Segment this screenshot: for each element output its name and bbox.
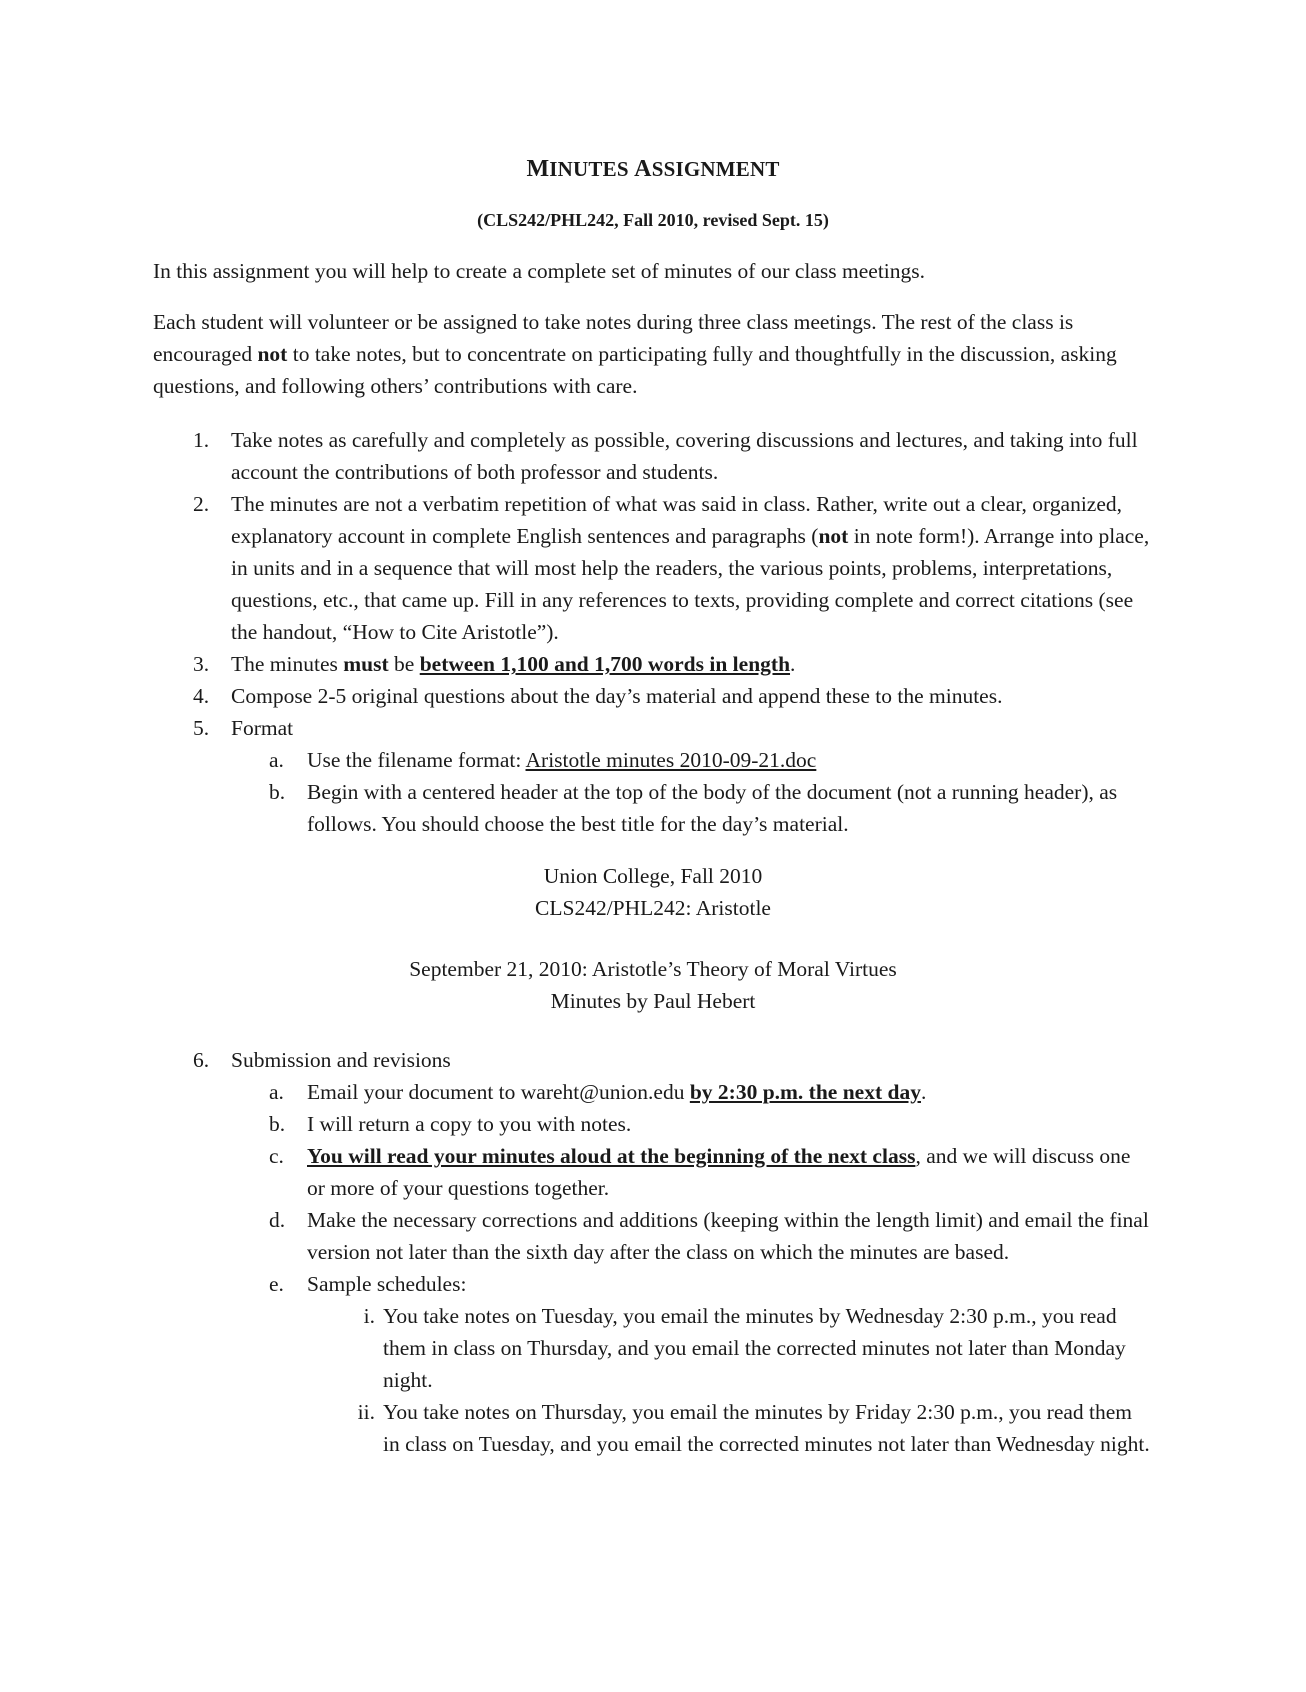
sub-item-letter: a. [269, 748, 284, 772]
item-number: 4. [193, 684, 210, 708]
item-text: . [790, 652, 796, 676]
students-paragraph [153, 306, 1143, 402]
sub-list-item [153, 1204, 1153, 1268]
item-bold: must [343, 652, 389, 676]
item-number: 5. [193, 716, 210, 740]
item-number: 1. [193, 428, 210, 452]
item-text: be [388, 652, 420, 676]
sub-item-text: I will return a copy to you with notes. [307, 1112, 632, 1136]
list-item [153, 680, 1153, 712]
sub-item-text: Make the necessary corrections and additions (keeping within the length limit) and email the final version not later than the sixth day after the class on which the minutes are based. [307, 1208, 1149, 1264]
schedule-numeral: i. [363, 1304, 375, 1328]
deadline-text: by 2:30 p.m. the next day [689, 1080, 921, 1104]
schedule-text: You take notes on Thursday, you email the minutes by Friday 2:30 p.m., you read them in class on Tuesday, and you email the corrected minutes not later than Wednesday night. [383, 1400, 1150, 1456]
item-bold: not [818, 524, 849, 548]
list-item [153, 1044, 1153, 1076]
list-item [153, 424, 1153, 488]
sub-item-letter: a. [269, 1080, 284, 1104]
sub-list-item [153, 1108, 1153, 1140]
item-number: 6. [193, 1048, 210, 1072]
schedule-numeral: ii. [357, 1400, 375, 1424]
sub-item-letter: b. [269, 780, 286, 804]
header-sample-session [0, 953, 1306, 1017]
sub-item-text: Begin with a centered header at the top of the body of the document (not a running header), as follows. You should choose the best title for the day’s material. [307, 780, 1118, 836]
header-sample-line: Minutes by Paul Hebert [550, 989, 756, 1013]
sub-list-item [153, 1268, 1153, 1300]
title-initial-2: A [634, 156, 652, 182]
item-text: Submission and revisions [231, 1048, 451, 1072]
read-aloud-text: You will read your minutes aloud at the beginning of the next class [307, 1144, 916, 1168]
header-sample-line: September 21, 2010: Aristotle’s Theory of Moral Virtues [409, 957, 897, 981]
para2-bold: not [257, 342, 288, 366]
schedule-item [153, 1300, 1153, 1396]
title-rest-2: SSIGNMENT [651, 157, 780, 181]
title-initial-1: M [526, 156, 550, 182]
sub-item-text: Email your document to wareht@union.edu [307, 1080, 690, 1104]
instructions-list [153, 424, 1153, 840]
item-text: Compose 2-5 original questions about the day’s material and append these to the minutes. [231, 684, 1003, 708]
header-sample-line: CLS242/PHL242: Aristotle [535, 896, 771, 920]
sub-item-letter: d. [269, 1208, 286, 1232]
sub-item-text: Sample schedules: [307, 1272, 467, 1296]
item-text: Format [231, 716, 294, 740]
sub-list-item [153, 1076, 1153, 1108]
page-subtitle: (CLS242/PHL242, Fall 2010, revised Sept. 15) [477, 210, 829, 230]
sub-list-item [153, 744, 1153, 776]
submission-list [153, 1044, 1153, 1460]
sub-item-text: , and we will discuss one or more of your questions together. [307, 1144, 1131, 1200]
para2-text-a: Each student will volunteer or be assigned to take notes during three class meetings. The rest of the class is encouraged [153, 310, 1074, 366]
sub-item-letter: c. [269, 1144, 284, 1168]
intro-paragraph: In this assignment you will help to create a complete set of minutes of our class meetings. [153, 259, 926, 283]
item-text: in note form!). Arrange into place, in units and in a sequence that will most help the readers, the various points, problems, interpretations, questions, etc., that came up. Fill in any references to texts, providing complete and correct citations (see the handout, “How to Cite Aristotle”). [231, 524, 1150, 644]
item-bold-underline: between 1,100 and 1,700 words in length [419, 652, 791, 676]
page-title [0, 156, 1306, 183]
item-text: The minutes [231, 652, 344, 676]
sub-item-text: Use the filename format: [307, 748, 526, 772]
para2-text-b: to take notes, but to concentrate on participating fully and thoughtfully in the discussion, asking questions, and following others’ contributions with care. [153, 342, 1117, 398]
filename-example: Aristotle minutes 2010-09-21.doc [525, 748, 817, 772]
item-number: 2. [193, 492, 210, 516]
title-rest-1: INUTES [549, 157, 629, 181]
sub-item-letter: e. [269, 1272, 284, 1296]
sub-list-item [153, 776, 1153, 840]
item-text: Take notes as carefully and completely as possible, covering discussions and lectures, and taking into full account the contributions of both professor and students. [231, 428, 1138, 484]
schedule-item [153, 1396, 1153, 1460]
list-item [153, 648, 1153, 680]
header-sample-institution [0, 860, 1306, 924]
list-item [153, 488, 1153, 648]
item-number: 3. [193, 652, 210, 676]
sub-item-text: . [920, 1080, 927, 1104]
item-text: The minutes are not a verbatim repetition of what was said in class. Rather, write out a clear, organized, explanatory account in complete English sentences and paragraphs ( [231, 492, 1123, 548]
sub-list-item [153, 1140, 1153, 1204]
header-sample-line: Union College, Fall 2010 [543, 864, 763, 888]
list-item [153, 712, 1153, 744]
sub-item-letter: b. [269, 1112, 286, 1136]
schedule-text: You take notes on Tuesday, you email the minutes by Wednesday 2:30 p.m., you read them in class on Thursday, and you email the corrected minutes not later than Monday night. [383, 1304, 1126, 1392]
